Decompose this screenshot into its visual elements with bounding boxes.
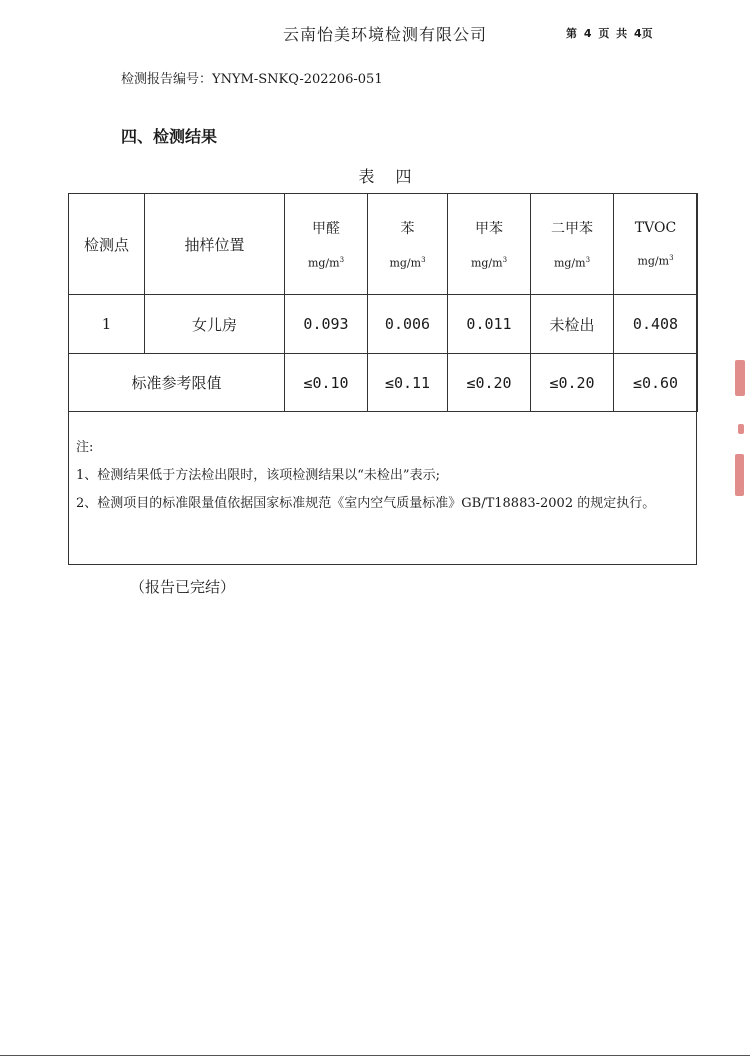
page-bottom-edge — [0, 1055, 750, 1056]
standard-value: ≤0.10 — [285, 354, 368, 412]
header-point: 检测点 — [69, 194, 145, 295]
standard-value: ≤0.60 — [614, 354, 698, 412]
seal-stamp-edge — [735, 360, 747, 500]
notes-section — [76, 434, 691, 518]
report-number: 检测报告编号：YNYM-SNKQ-202206-051 — [121, 72, 383, 87]
cell-value: 0.093 — [285, 295, 368, 354]
header-item-name: 甲醛 — [312, 221, 340, 238]
header-item-unit: $mg/m^3$ — [553, 256, 591, 270]
header-item-name: 二甲苯 — [551, 221, 593, 238]
page-indicator: 第 4 页 共 4页 — [566, 27, 653, 40]
cell-value: 0.408 — [614, 295, 698, 354]
section-title: 四、检测结果 — [121, 127, 218, 146]
results-table — [68, 193, 698, 412]
header-item-name: 苯 — [400, 221, 415, 238]
header-tvoc — [614, 194, 698, 295]
header-item-unit: $mg/m^3$ — [470, 256, 508, 270]
note-item: 2、检测项目的标准限量值依据国家标准规范《室内空气质量标准》GB/T18883-2002 的规定执行。 — [76, 496, 656, 511]
header-benzene — [368, 194, 448, 295]
cell-value: 未检出 — [531, 295, 614, 354]
table-row — [69, 295, 698, 354]
header-item-unit: $mg/m^3$ — [389, 256, 426, 270]
header-formaldehyde — [285, 194, 368, 295]
table-title: 表 四 — [358, 167, 412, 186]
header-location: 抽样位置 — [145, 194, 285, 295]
notes-title: 注: — [76, 440, 94, 455]
report-end-note: （报告已完结） — [130, 578, 236, 596]
header-xylene — [531, 194, 614, 295]
header-item-unit: $mg/m^3$ — [637, 254, 674, 268]
header-item-unit: $mg/m^3$ — [307, 256, 345, 270]
note-item: 1、检测结果低于方法检出限时，该项检测结果以“未检出”表示; — [76, 468, 440, 483]
header-item-name: TVOC — [634, 220, 677, 237]
cell-value: 0.011 — [448, 295, 531, 354]
header-toluene — [448, 194, 531, 295]
standard-value: ≤0.20 — [531, 354, 614, 412]
company-name: 云南怡美环境检测有限公司 — [282, 25, 487, 44]
standard-row — [69, 354, 698, 412]
standard-value: ≤0.11 — [368, 354, 448, 412]
header-item-name: 甲苯 — [475, 221, 503, 238]
cell-point: 1 — [69, 295, 145, 354]
table-header-row — [69, 194, 698, 295]
standard-label: 标准参考限值 — [69, 354, 285, 412]
cell-location: 女儿房 — [145, 295, 285, 354]
standard-value: ≤0.20 — [448, 354, 531, 412]
cell-value: 0.006 — [368, 295, 448, 354]
